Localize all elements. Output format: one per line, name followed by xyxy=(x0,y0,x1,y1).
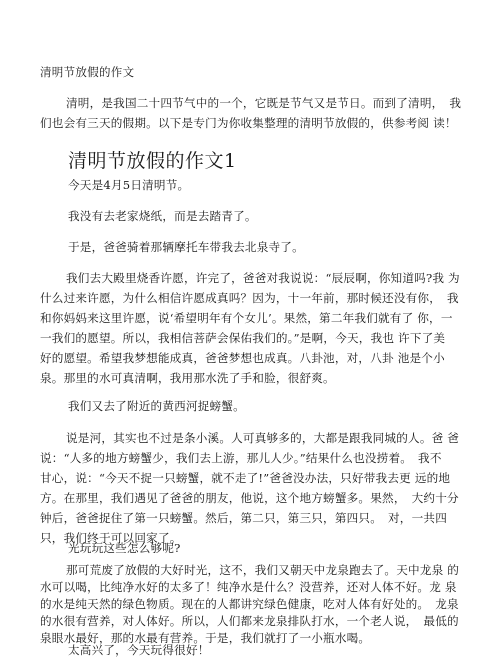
paragraph-line: 我没有去老家烧纸，而是去踏青了。 xyxy=(68,209,257,223)
intro-paragraph xyxy=(40,93,470,133)
paragraph-line: 方。在那里，我们遇见了爸爸的朋友，他说，这个地方螃蟹多。果然， 大约十分 xyxy=(40,491,459,505)
paragraph-line: 水可以喝，比纯净水好的太多了！纯净水是什么？没营养，还对人体不好。龙 泉 xyxy=(40,580,457,594)
paragraph-line: 那可荒废了放假的大好时光，这不，我们又朝天中龙泉跑去了。天中龙泉 的 xyxy=(66,563,460,577)
paragraph-line: 泉。那里的水可真清啊，我用那水洗了手和脸，很舒爽。 xyxy=(40,371,335,385)
article-title: 清明节放假的作文1 xyxy=(68,150,237,172)
paragraph-line: 好的愿望。希望我梦想能成真，爸爸梦想也成真。八卦池，对，八卦 池是个小 xyxy=(40,351,445,365)
paragraph-line: 说是河，其实也不过是条小溪。人可真够多的，大都是跟我同城的人。爸 爸 xyxy=(66,431,460,445)
paragraph-line: 今天是4月5日清明节。 xyxy=(68,178,190,192)
paragraph-line: 光玩玩这些怎么够呢? xyxy=(68,541,181,555)
paragraph-happy-ending xyxy=(68,642,498,658)
paragraph-date xyxy=(68,175,498,195)
paragraph-line: 甘心，说：“今天不捉一只螃蟹，就不走了!”爸爸没办法，只好带我去更 远的地 xyxy=(40,471,451,485)
paragraph-line: 于是，爸爸骑着那辆摩托车带我去北泉寺了。 xyxy=(68,240,304,254)
paragraph-dragon-spring xyxy=(40,562,470,647)
paragraph-line: 一我们的愿望。所以，我相信菩萨会保佑我们的。”是啊，今天，我也 许下了美 xyxy=(40,331,446,345)
paragraph-line: 的水很有营养，对人体好。所以，人们都来龙泉排队打水，一个老人说， 最低的 xyxy=(40,614,459,628)
paragraph-line: 和你妈妈来这里许愿，说‘希望明年有个女儿’。果然，第二年我们就有了 你，一 xyxy=(40,311,453,325)
paragraph-line: 什么过来许愿，为什么相信许愿成真吗？因为，十一年前，那时候还没有你， 我 xyxy=(40,291,459,305)
paragraph-line: 太高兴了，今天玩得很好！ xyxy=(68,643,210,657)
paragraph-temple-wish xyxy=(40,268,470,388)
paragraph-line: 只，我们终于可以回家了。 xyxy=(40,531,182,545)
paragraph-line: 泉眼水最好，那的水最有营养。于是，我们就打了一小瓶水喝。 xyxy=(40,631,371,645)
paragraph-line: 说：“人多的地方螃蟹少，我们去上游，那儿人少。”结果什么也没捞着。 我不 xyxy=(40,451,442,465)
paragraph-line: 我们又去了附近的黄西河捉螃蟹。 xyxy=(68,399,245,413)
paragraph-catching-crabs xyxy=(40,428,470,548)
document-title: 清明节放假的作文 xyxy=(40,65,135,79)
intro-line: 们也会有三天的假期。以下是专门为你收集整理的清明节放假的，供参考阅 读！ xyxy=(40,116,457,130)
paragraph-no-paper xyxy=(68,206,498,226)
paragraph-line: 钟后，爸爸捉住了第一只螃蟹。然后，第二只，第三只，第四只。 对，一共四 xyxy=(40,511,447,525)
paragraph-line: 我们去大殿里烧香许愿，许完了，爸爸对我说说：“辰辰啊，你知道吗?我 为 xyxy=(66,271,460,285)
paragraph-not-enough xyxy=(68,538,498,558)
paragraph-line: 的水是纯天然的绿色物质。现在的人都讲究绿色健康，吃对人体有好处的。 龙泉 xyxy=(40,597,459,611)
intro-line: 清明，是我国二十四节气中的一个，它既是节气又是节日。而到了清明， 我 xyxy=(66,96,462,110)
paragraph-motorbike xyxy=(68,237,498,257)
paragraph-crab-river xyxy=(68,396,498,416)
